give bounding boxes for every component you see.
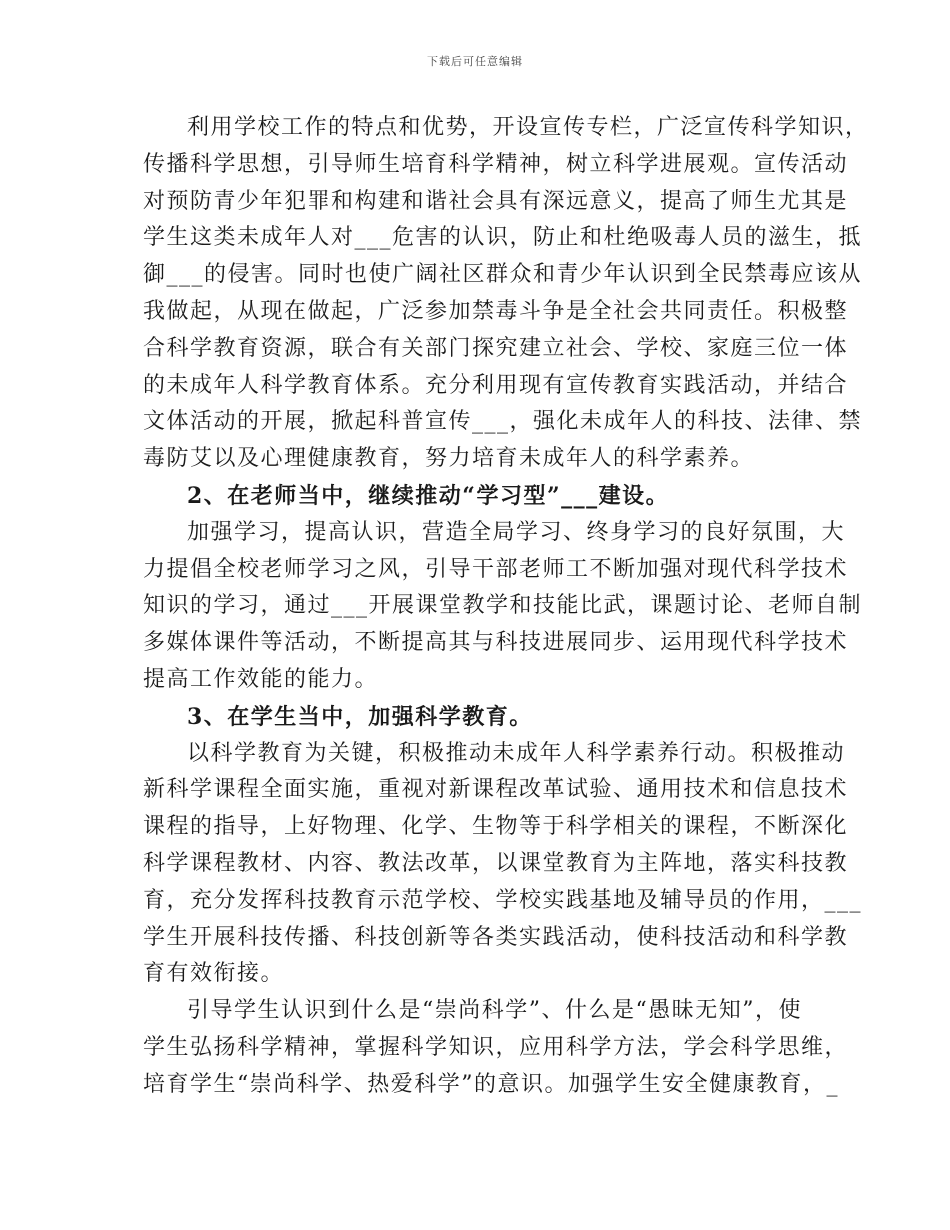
paragraph-line: 课程的指导，上好物理、化学、生物等于科学相关的课程，不断深化 xyxy=(143,814,849,840)
paragraph-line: 合科学教育资源，联合有关部门探究建立社会、学校、家庭三位一体 xyxy=(143,335,849,361)
paragraph-3 xyxy=(143,736,863,994)
paragraph-line: 提高工作效能的能力。 xyxy=(143,666,379,692)
paragraph-line: 多媒体课件等活动，不断提高其与科技进展同步、运用现代科学技术 xyxy=(143,630,849,656)
paragraph-line: 文体活动的开展，掀起科普宣传___，强化未成年人的科技、法律、禁 xyxy=(143,409,863,435)
paragraph-line: 培育学生“崇尚科学、热爱科学”的意识。加强学生安全健康教育，_ xyxy=(143,1071,839,1097)
paragraph-line: 以科学教育为关键，积极推动未成年人科学素养行动。积极推动 xyxy=(187,740,846,766)
paragraph-line: 学生弘扬科学精神，掌握科学知识，应用科学方法，学会科学思维， xyxy=(143,1034,849,1060)
paragraph-line: 学生开展科技传播、科技创新等各类实践活动，使科技活动和科学教 xyxy=(143,924,849,950)
paragraph-2 xyxy=(143,515,863,699)
page-header: 下载后可任意编辑 xyxy=(427,55,523,68)
paragraph-line: 新科学课程全面实施，重视对新课程改革试验、通用技术和信息技术 xyxy=(143,777,849,803)
paragraph-line: 育有效衔接。 xyxy=(143,961,285,987)
paragraph-4 xyxy=(143,993,849,1103)
section-heading-2 xyxy=(143,478,815,515)
paragraph-line: 利用学校工作的特点和优势，开设宣传专栏，广泛宣传科学知识， xyxy=(187,115,869,140)
paragraph-line: 育，充分发挥科技教育示范学校、学校实践基地及辅导员的作用，___ xyxy=(143,887,863,913)
paragraph-line: 引导学生认识到什么是“崇尚科学”、什么是“愚昧无知”，使 xyxy=(187,998,802,1024)
paragraph-line: 力提倡全校老师学习之风，引导干部老师工不断加强对现代科学技术 xyxy=(143,556,849,582)
heading-text: 3、在学生当中，加强科学教育。 xyxy=(187,703,533,730)
paragraph-line: 传播科学思想，引导师生培育科学精神，树立科学进展观。宣传活动 xyxy=(143,151,849,177)
paragraph-line: 科学课程教材、内容、教法改革，以课堂教育为主阵地，落实科技教 xyxy=(143,850,849,876)
paragraph-line: 毒防艾以及心理健康教育，努力培育未成年人的科学素养。 xyxy=(143,446,755,472)
paragraph-line: 的未成年人科学教育体系。充分利用现有宣传教育实践活动，并结合 xyxy=(143,372,849,398)
paragraph-line: 我做起，从现在做起，广泛参加禁毒斗争是全社会共同责任。积极整 xyxy=(143,298,849,324)
document-body xyxy=(143,110,869,1104)
paragraph-line: 知识的学习，通过___开展课堂教学和技能比武，课题讨论、老师自制 xyxy=(143,593,863,619)
paragraph-line: 学生这类未成年人对___危害的认识，防止和杜绝吸毒人员的滋生，抵 xyxy=(143,225,863,251)
paragraph-line: 加强学习，提高认识，营造全局学习、终身学习的良好氛围，大 xyxy=(187,519,846,545)
section-heading-3 xyxy=(143,699,815,736)
paragraph-1 xyxy=(143,110,869,478)
paragraph-line: 御___的侵害。同时也使广阔社区群众和青少年认识到全民禁毒应该从 xyxy=(143,262,863,288)
paragraph-line: 对预防青少年犯罪和构建和谐社会具有深远意义，提高了师生尤其是 xyxy=(143,188,849,214)
heading-text: 2、在老师当中，继续推动“学习型”___建设。 xyxy=(187,482,670,509)
